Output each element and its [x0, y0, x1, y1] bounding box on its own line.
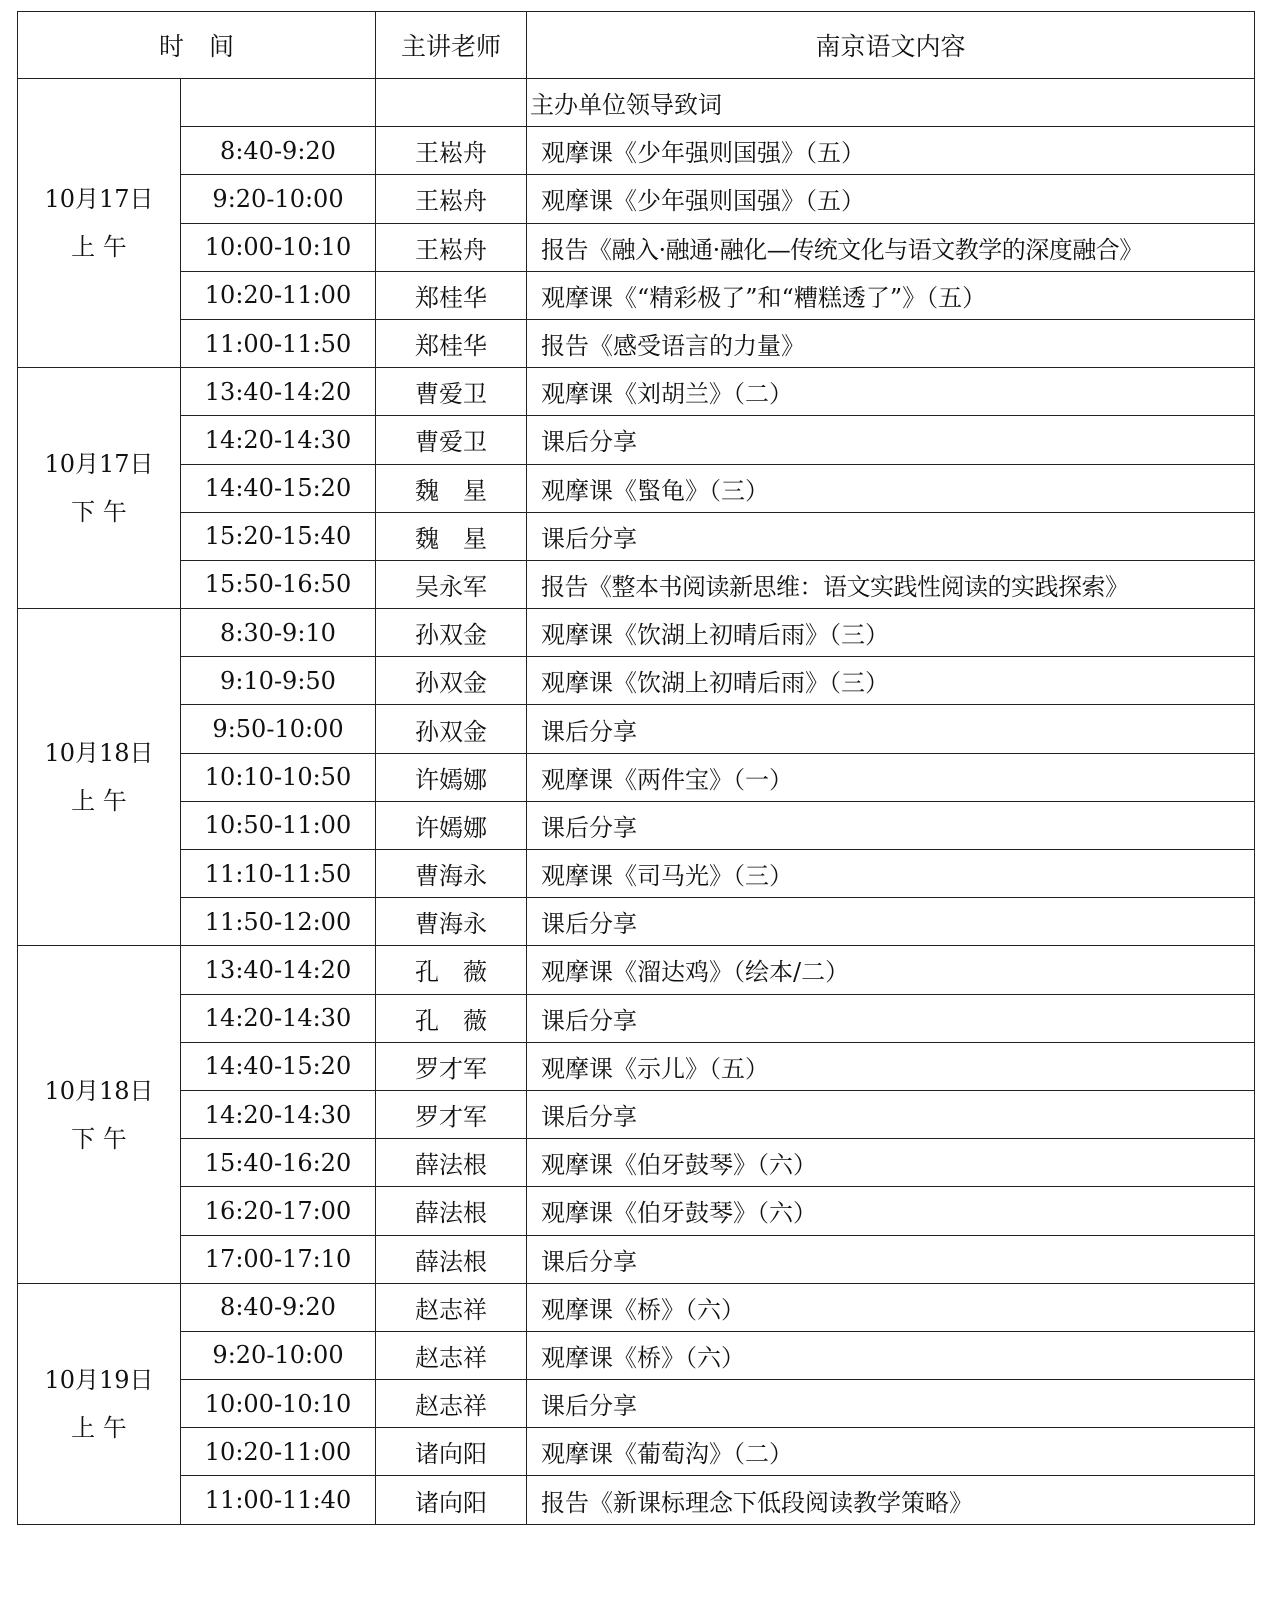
- content-cell: 观摩课《蜸龟》（三）: [527, 464, 1255, 512]
- content-cell: 观摩课《葡萄沟》（二）: [527, 1428, 1255, 1476]
- table-row: [18, 753, 1255, 801]
- table-row: [18, 464, 1255, 512]
- header-time: 时 间: [18, 12, 376, 79]
- content-cell: 课后分享: [527, 1090, 1255, 1138]
- teacher-cell: 赵志祥: [376, 1283, 527, 1331]
- table-row: [18, 319, 1255, 367]
- teacher-cell: 罗才军: [376, 1042, 527, 1090]
- teacher-cell: 孙双金: [376, 609, 527, 657]
- content-cell: 观摩课《饮湖上初晴后雨》（三）: [527, 657, 1255, 705]
- schedule-body: [18, 79, 1255, 1525]
- content-cell: 观摩课《刘胡兰》（二）: [527, 368, 1255, 416]
- time-cell: 17:00-17:10: [181, 1235, 376, 1283]
- time-cell: 16:20-17:00: [181, 1187, 376, 1235]
- time-cell: 15:20-15:40: [181, 512, 376, 560]
- content-cell: 课后分享: [527, 1380, 1255, 1428]
- content-cell: 课后分享: [527, 705, 1255, 753]
- content-cell: 报告《整本书阅读新思维：语文实践性阅读的实践探索》: [527, 560, 1255, 608]
- time-cell: 11:50-12:00: [181, 898, 376, 946]
- opening-teacher-cell: [376, 79, 527, 127]
- time-cell: 9:20-10:00: [181, 175, 376, 223]
- session-date: 10月17日: [44, 185, 154, 214]
- content-cell: 观摩课《示儿》（五）: [527, 1042, 1255, 1090]
- session-period: 上 午: [71, 1413, 127, 1442]
- table-row: [18, 946, 1255, 994]
- content-cell: 课后分享: [527, 801, 1255, 849]
- time-cell: 10:20-11:00: [181, 1428, 376, 1476]
- time-cell: 13:40-14:20: [181, 368, 376, 416]
- header-row: [18, 12, 1255, 79]
- teacher-cell: 曹爱卫: [376, 368, 527, 416]
- teacher-cell: 魏 星: [376, 512, 527, 560]
- teacher-cell: 曹海永: [376, 850, 527, 898]
- time-cell: 14:20-14:30: [181, 416, 376, 464]
- table-row: [18, 223, 1255, 271]
- teacher-cell: 曹爱卫: [376, 416, 527, 464]
- table-row: [18, 368, 1255, 416]
- content-cell: 课后分享: [527, 512, 1255, 560]
- teacher-cell: 许嫣娜: [376, 801, 527, 849]
- time-cell: 13:40-14:20: [181, 946, 376, 994]
- time-cell: 14:20-14:30: [181, 994, 376, 1042]
- table-row: [18, 1187, 1255, 1235]
- content-cell: 观摩课《伯牙鼓琴》（六）: [527, 1139, 1255, 1187]
- table-row: [18, 1235, 1255, 1283]
- schedule-table: [17, 11, 1255, 1525]
- table-row: [18, 994, 1255, 1042]
- table-row: [18, 801, 1255, 849]
- table-row: [18, 1331, 1255, 1379]
- teacher-cell: 孙双金: [376, 705, 527, 753]
- session-date-cell: [18, 368, 181, 609]
- session-period: 上 午: [71, 787, 127, 816]
- time-cell: 10:10-10:50: [181, 753, 376, 801]
- table-row: [18, 175, 1255, 223]
- content-cell: 观摩课《饮湖上初晴后雨》（三）: [527, 609, 1255, 657]
- table-row: [18, 1476, 1255, 1524]
- teacher-cell: 罗才军: [376, 1090, 527, 1138]
- time-cell: 14:40-15:20: [181, 1042, 376, 1090]
- time-cell: 10:50-11:00: [181, 801, 376, 849]
- teacher-cell: 孔 薇: [376, 946, 527, 994]
- teacher-cell: 许嫣娜: [376, 753, 527, 801]
- content-cell: 报告《感受语言的力量》: [527, 319, 1255, 367]
- time-cell: 15:50-16:50: [181, 560, 376, 608]
- table-row: [18, 850, 1255, 898]
- table-row: [18, 657, 1255, 705]
- table-row: [18, 560, 1255, 608]
- time-cell: 9:10-9:50: [181, 657, 376, 705]
- opening-time-cell: [181, 79, 376, 127]
- teacher-cell: 赵志祥: [376, 1331, 527, 1379]
- teacher-cell: 薛法根: [376, 1235, 527, 1283]
- table-row: [18, 1090, 1255, 1138]
- content-cell: 观摩课《桥》（六）: [527, 1283, 1255, 1331]
- table-row: [18, 705, 1255, 753]
- time-cell: 14:40-15:20: [181, 464, 376, 512]
- session-period: 上 午: [71, 233, 127, 262]
- time-cell: 14:20-14:30: [181, 1090, 376, 1138]
- teacher-cell: 薛法根: [376, 1187, 527, 1235]
- content-cell: 课后分享: [527, 898, 1255, 946]
- header-content: 南京语文内容: [527, 12, 1255, 79]
- time-cell: 10:00-10:10: [181, 223, 376, 271]
- opening-content-cell: 主办单位领导致词: [527, 79, 1255, 127]
- table-row: [18, 512, 1255, 560]
- teacher-cell: 王崧舟: [376, 223, 527, 271]
- content-cell: 观摩课《少年强则国强》（五）: [527, 175, 1255, 223]
- opening-row: [18, 79, 1255, 127]
- session-date: 10月18日: [44, 1076, 154, 1105]
- content-cell: 课后分享: [527, 416, 1255, 464]
- table-row: [18, 1428, 1255, 1476]
- time-cell: 9:20-10:00: [181, 1331, 376, 1379]
- teacher-cell: 王崧舟: [376, 127, 527, 175]
- table-row: [18, 898, 1255, 946]
- content-cell: 课后分享: [527, 994, 1255, 1042]
- session-date: 10月17日: [44, 450, 154, 479]
- content-cell: 观摩课《伯牙鼓琴》（六）: [527, 1187, 1255, 1235]
- session-date-cell: [18, 609, 181, 946]
- session-date-cell: [18, 1283, 181, 1524]
- table-row: [18, 609, 1255, 657]
- time-cell: 11:00-11:50: [181, 319, 376, 367]
- teacher-cell: 诸向阳: [376, 1428, 527, 1476]
- table-row: [18, 1283, 1255, 1331]
- time-cell: 10:20-11:00: [181, 271, 376, 319]
- teacher-cell: 薛法根: [376, 1139, 527, 1187]
- teacher-cell: 魏 星: [376, 464, 527, 512]
- content-cell: 课后分享: [527, 1235, 1255, 1283]
- time-cell: 15:40-16:20: [181, 1139, 376, 1187]
- table-row: [18, 1139, 1255, 1187]
- time-cell: 8:40-9:20: [181, 1283, 376, 1331]
- teacher-cell: 吴永军: [376, 560, 527, 608]
- time-cell: 9:50-10:00: [181, 705, 376, 753]
- time-cell: 8:40-9:20: [181, 127, 376, 175]
- table-row: [18, 416, 1255, 464]
- content-cell: 观摩课《少年强则国强》（五）: [527, 127, 1255, 175]
- content-cell: 报告《新课标理念下低段阅读教学策略》: [527, 1476, 1255, 1524]
- time-cell: 11:10-11:50: [181, 850, 376, 898]
- session-date: 10月18日: [44, 739, 154, 768]
- teacher-cell: 诸向阳: [376, 1476, 527, 1524]
- table-row: [18, 271, 1255, 319]
- session-date-cell: [18, 79, 181, 368]
- session-period: 下 午: [71, 1124, 127, 1153]
- content-cell: 观摩课《“精彩极了”和“糟糕透了”》（五）: [527, 271, 1255, 319]
- teacher-cell: 孔 薇: [376, 994, 527, 1042]
- teacher-cell: 孙双金: [376, 657, 527, 705]
- teacher-cell: 郑桂华: [376, 319, 527, 367]
- teacher-cell: 王崧舟: [376, 175, 527, 223]
- content-cell: 观摩课《桥》（六）: [527, 1331, 1255, 1379]
- session-date-cell: [18, 946, 181, 1283]
- content-cell: 观摩课《司马光》（三）: [527, 850, 1255, 898]
- content-cell: 观摩课《两件宝》（一）: [527, 753, 1255, 801]
- table-row: [18, 1380, 1255, 1428]
- time-cell: 10:00-10:10: [181, 1380, 376, 1428]
- content-cell: 报告《融入·融通·融化—传统文化与语文教学的深度融合》: [527, 223, 1255, 271]
- teacher-cell: 曹海永: [376, 898, 527, 946]
- content-cell: 观摩课《溜达鸡》（绘本/二）: [527, 946, 1255, 994]
- time-cell: 11:00-11:40: [181, 1476, 376, 1524]
- header-teacher: 主讲老师: [376, 12, 527, 79]
- teacher-cell: 郑桂华: [376, 271, 527, 319]
- session-period: 下 午: [71, 498, 127, 527]
- time-cell: 8:30-9:10: [181, 609, 376, 657]
- session-date: 10月19日: [44, 1365, 154, 1394]
- table-row: [18, 127, 1255, 175]
- table-row: [18, 1042, 1255, 1090]
- teacher-cell: 赵志祥: [376, 1380, 527, 1428]
